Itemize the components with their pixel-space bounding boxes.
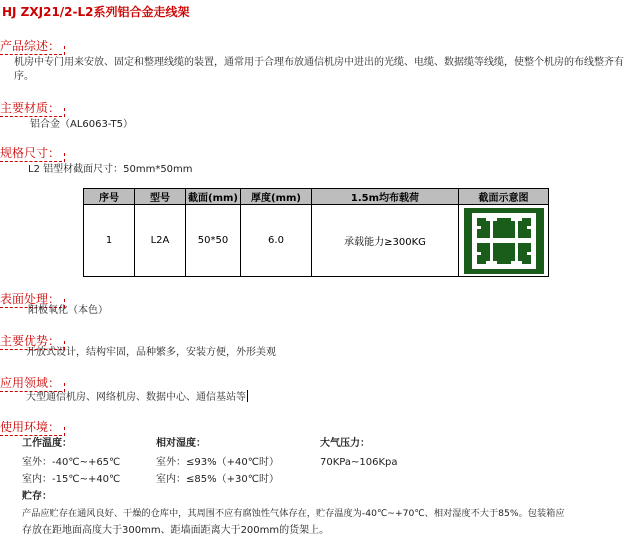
section-heading-surface: 表面处理： [0, 292, 61, 306]
surface-text: 阳极氧化（本色） [28, 305, 108, 316]
table-header: 序号 [84, 189, 135, 205]
table-header: 厚度(mm) [241, 189, 312, 205]
application-text-line[interactable] [26, 390, 248, 405]
table-header: 型号 [135, 189, 186, 205]
table-header-row [84, 189, 549, 205]
table-cell: 6.0 [241, 205, 312, 277]
storage-text-line-2: 存放在距地面高度大于300mm、距墙面距离大于200mm的货架上。 [22, 525, 330, 536]
table-row [84, 205, 549, 277]
section-heading-overview: 产品综述： [0, 39, 61, 53]
work-temp-label: 工作温度： [22, 438, 72, 449]
pressure-value: 70KPa~106Kpa [320, 457, 398, 468]
storage-text-line-1: 产品应贮存在通风良好、干燥的仓库中，其周围不应有腐蚀性气体存在，贮存温度为-40℃~+70℃、相对湿度不大于85%。包装箱应 [22, 508, 565, 519]
section-heading-spec: 规格尺寸： [0, 146, 61, 160]
application-text: 大型通信机房、网络机房、数据中心、通信基站等 [26, 392, 246, 403]
section-heading-material: 主要材质： [0, 101, 61, 115]
spec-table [83, 188, 549, 277]
table-cell: 1 [84, 205, 135, 277]
work-temp-indoor: 室内：-15℃~+40℃ [22, 474, 121, 485]
table-cell: 承载能力≥300KG [312, 205, 459, 277]
pressure-label: 大气压力： [320, 438, 370, 449]
section-heading-environment: 使用环境： [0, 420, 61, 434]
table-header: 截面示意图 [459, 189, 549, 205]
work-temp-outdoor: 室外：-40℃~+65℃ [22, 457, 121, 468]
table-header: 截面(mm) [186, 189, 241, 205]
overview-text: 机房中专门用来安放、固定和整理线缆的装置，通常用于合理布放通信机房中进出的光缆、电缆、数据缆等线缆，使整个机房的布线整齐有序。 [14, 57, 624, 82]
spec-text: L2 铝型材截面尺寸：50mm*50mm [28, 164, 193, 175]
section-heading-application: 应用领域： [0, 376, 61, 390]
page-title: HJ ZXJ21/2-L2系列铝合金走线架 [2, 5, 190, 19]
humidity-outdoor: 室外：≤93%（+40℃时） [156, 457, 279, 468]
material-text: 铝合金（AL6063-T5） [30, 119, 134, 130]
section-heading-advantages: 主要优势： [0, 334, 61, 348]
storage-label: 贮存： [22, 491, 52, 502]
advantages-text: 开放式设计，结构牢固，品种繁多，安装方便，外形美观 [26, 347, 276, 358]
table-header: 1.5m均布载荷 [312, 189, 459, 205]
table-cell: L2A [135, 205, 186, 277]
humidity-indoor: 室内：≤85%（+30℃时） [156, 474, 279, 485]
cross-section-diagram-cell [459, 205, 549, 277]
table-cell: 50*50 [186, 205, 241, 277]
cross-section-diagram [464, 208, 544, 274]
text-cursor [247, 390, 248, 402]
humidity-label: 相对湿度： [156, 438, 206, 449]
